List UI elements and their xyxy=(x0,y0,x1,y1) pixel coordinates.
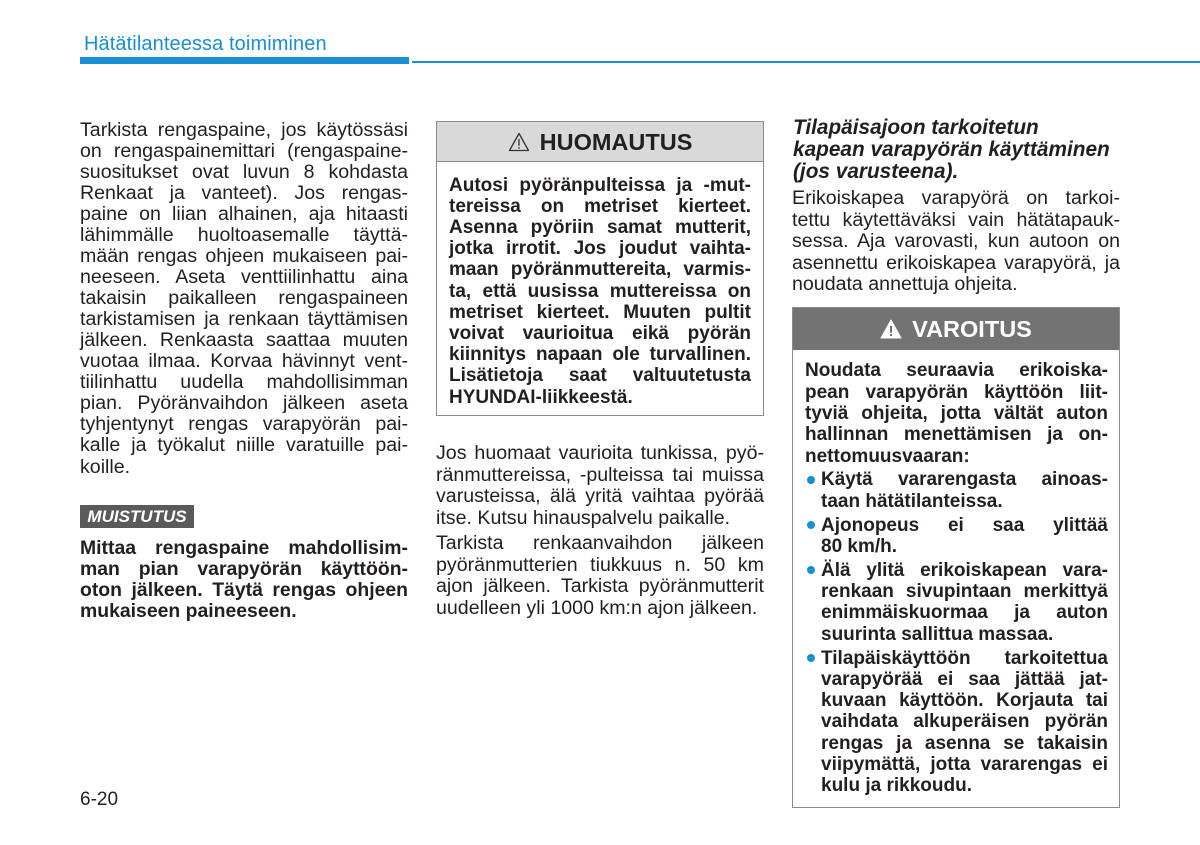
text-line: hallinnan menettämisen ja on- xyxy=(805,424,1108,446)
page-number: 6-20 xyxy=(80,789,119,810)
text-line: sessa. Aja varovasti, kun autoon on xyxy=(792,230,1120,253)
text-line: tarkistamisen ja renkaan täyttämisen xyxy=(80,308,408,331)
bullet-icon xyxy=(807,476,815,484)
text-line: mään rengas ohjeen mukaiseen pai- xyxy=(80,244,408,267)
text-line: (jos varusteena). xyxy=(793,160,959,183)
warning-intro xyxy=(805,360,1108,466)
text-line: Tarkista rengaspaine, jos käytössäsi xyxy=(80,118,408,141)
text-line: taan hätätilanteissa. xyxy=(821,490,1003,512)
text-line: man pian varapyörän käyttöön- xyxy=(80,557,408,580)
bullet-icon xyxy=(807,521,815,529)
bullet-text xyxy=(821,469,1108,512)
bullet-text xyxy=(821,560,1108,645)
notice-box xyxy=(436,121,764,416)
wheel-nut-torque-paragraph xyxy=(436,533,764,619)
text-line: Jos huomaat vaurioita tunkissa, pyö- xyxy=(436,442,764,465)
bullet-item xyxy=(805,469,1108,512)
text-line: tyhjentynyt rengas varapyörän pai- xyxy=(80,413,408,436)
warning-title: VAROITUS xyxy=(912,316,1032,342)
bullet-icon xyxy=(807,566,815,574)
text-line: varapyörää ei saa jättää jat- xyxy=(821,668,1108,690)
text-line: suositukset ovat luvun 8 kohdasta xyxy=(80,160,408,183)
text-line: koille. xyxy=(80,455,131,478)
text-line: Lisätietoja saat valtuutetusta xyxy=(449,365,751,387)
text-line: tyviä ohjeita, jotta vältät auton xyxy=(805,402,1108,424)
text-line: vuotaa ilmaa. Korvaa hävinnyt vent- xyxy=(80,350,408,373)
compact-spare-paragraph xyxy=(792,188,1120,296)
text-line: 80 km/h. xyxy=(821,535,898,557)
jack-damage-paragraph xyxy=(436,443,764,529)
text-line: maan pyöränmuttereita, varmis- xyxy=(449,259,751,281)
bullet-item xyxy=(805,560,1108,645)
text-line: on rengaspainemittari (rengaspaine- xyxy=(80,139,408,162)
bullet-icon xyxy=(807,654,815,662)
caution-triangle-outline-icon xyxy=(508,132,530,152)
text-line: Asenna pyöriin samat mutterit, xyxy=(449,216,751,238)
text-line: paine on liian alhainen, aja hitaasti xyxy=(80,202,408,225)
text-line: pyöränmutterien tiukkuus n. 50 km xyxy=(436,553,764,576)
section-title: Hätätilanteessa toimiminen xyxy=(84,33,327,55)
warning-header xyxy=(793,308,1119,350)
text-line: oton jälkeen. Täytä rengas ohjeen xyxy=(80,578,408,601)
compact-spare-heading xyxy=(793,117,1121,183)
text-line: Älä ylitä erikoiskapean vara- xyxy=(821,559,1108,581)
text-line: noudata annettuja ohjeita. xyxy=(792,273,1018,296)
text-line: kulu ja rikkoudu. xyxy=(821,775,972,797)
notice-body xyxy=(449,175,751,408)
text-line: Tarkista renkaanvaihdon jälkeen xyxy=(436,532,764,555)
text-line: kalle ja työkalut niille varatuille pai- xyxy=(80,434,408,457)
text-line: renkaan sivupintaan merkittyä xyxy=(821,581,1108,603)
note-label-badge: MUISTUTUS xyxy=(80,505,194,528)
text-line: jotka irrotit. Jos joudut vaihta- xyxy=(449,238,751,260)
text-line: itse. Kutsu hinauspalvelu paikalle. xyxy=(436,506,731,529)
bullet-item xyxy=(805,515,1108,558)
text-line: Ajonopeus ei saa ylittää xyxy=(821,514,1108,536)
text-line: ränmuttereissa, -pulteissa tai muissa xyxy=(436,463,764,486)
notice-header xyxy=(437,122,763,162)
text-line: viipymättä, jotta vararengas ei xyxy=(821,754,1108,776)
text-line: voivat vaurioitua eikä pyörän xyxy=(449,322,751,344)
text-line: kapean varapyörän käyttäminen xyxy=(793,138,1110,161)
text-line: tereissa on metriset kierteet. xyxy=(449,195,751,217)
text-line: nettomuusvaaran: xyxy=(805,445,970,467)
text-line: Tilapäisajoon tarkoitetun xyxy=(793,116,1039,139)
text-line: Renkaat ja vanteet). Jos rengas- xyxy=(80,181,408,204)
text-line: tiilinhattu uudella mahdollisimman xyxy=(80,371,408,394)
text-line: pean varapyörän käyttöön liit- xyxy=(805,381,1108,403)
text-line: kiinnitys napaan ole turvallinen. xyxy=(449,344,751,366)
header-rule-thin xyxy=(412,61,1200,63)
warning-box xyxy=(792,307,1120,808)
text-line: Mittaa rengaspaine mahdollisim- xyxy=(80,536,408,559)
text-line: uudelleen yli 1000 km:n ajon jälkeen. xyxy=(436,596,758,619)
header-rule-thick xyxy=(80,57,409,64)
text-line: HYUNDAI-liikkeestä. xyxy=(449,386,633,408)
warning-body xyxy=(805,360,1108,796)
text-line: neeseen. Aseta venttiilinhattu aina xyxy=(80,265,408,288)
warning-bullet-list xyxy=(805,469,1108,796)
notice-title: HUOMAUTUS xyxy=(539,128,693,155)
text-line: Autosi pyöränpulteissa ja -mut- xyxy=(449,174,751,196)
bullet-text xyxy=(821,515,1108,558)
text-line: Käytä vararengasta ainoas- xyxy=(821,469,1108,491)
note-text xyxy=(80,538,408,622)
text-line: metriset kierteet. Muuten pultit xyxy=(449,301,751,323)
text-line: ta, että uusissa muttereissa on xyxy=(449,280,751,302)
text-line: Noudata seuraavia erikoiska- xyxy=(805,360,1108,382)
text-line: suurinta sallittua massaa. xyxy=(821,623,1054,645)
tire-pressure-paragraph xyxy=(80,120,408,478)
text-line: varusteissa, älä yritä vaihtaa pyörää xyxy=(436,485,764,508)
text-line: Tilapäiskäyttöön tarkoitettua xyxy=(821,647,1108,669)
text-line: asennettu erikoiskapea varapyörä, ja xyxy=(792,251,1120,274)
text-line: takaisin paikalleen rengaspaineen xyxy=(80,287,408,309)
text-line: Erikoiskapea varapyörä on tarkoi- xyxy=(792,187,1120,210)
warning-triangle-filled-icon xyxy=(880,319,902,339)
bullet-text xyxy=(821,648,1108,797)
text-line: mukaiseen paineeseen. xyxy=(80,599,297,622)
text-line: tettu käytettäväksi vain hätätapauk- xyxy=(792,208,1120,231)
bullet-item xyxy=(805,648,1108,797)
text-line: ajon jälkeen. Tarkista pyöränmutterit xyxy=(436,575,764,598)
text-line: enimmäiskuormaa ja auton xyxy=(821,602,1108,624)
text-line: pian. Pyöränvaihdon jälkeen aseta xyxy=(80,392,408,415)
text-line: lähimmälle huoltoasemalle täyttä- xyxy=(80,223,408,246)
text-line: rengas ja asenna se takaisin xyxy=(821,732,1108,754)
text-line: vaihdata alkuperäisen pyörän xyxy=(821,711,1108,733)
text-line: jälkeen. Renkaasta saattaa muuten xyxy=(80,329,408,352)
text-line: kuvaan käyttöön. Korjauta tai xyxy=(821,690,1108,712)
